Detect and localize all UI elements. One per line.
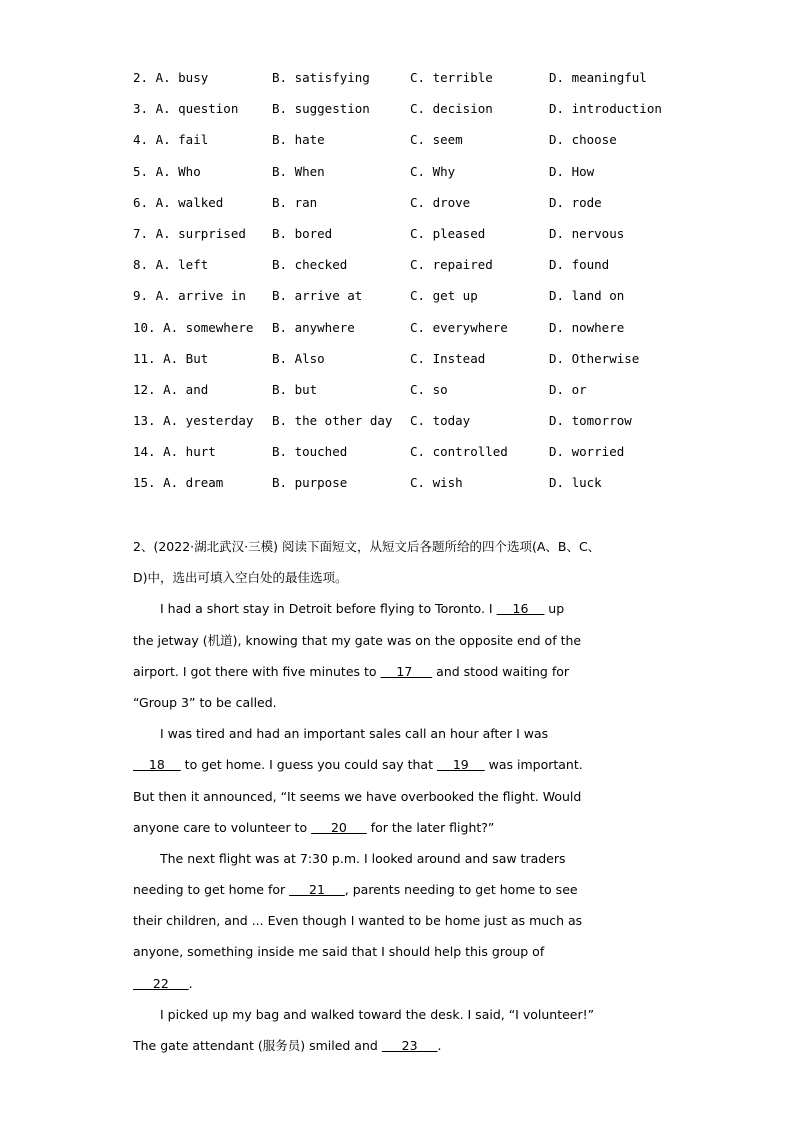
blank-22: 22 bbox=[133, 975, 189, 991]
passage-line bbox=[133, 812, 678, 843]
option-b: B. hate bbox=[272, 132, 325, 148]
passage-line bbox=[133, 593, 678, 624]
option-c: C. Why bbox=[410, 163, 456, 179]
option-a: 6. A. walked bbox=[133, 194, 224, 210]
option-d: D. luck bbox=[549, 475, 602, 491]
option-b: B. satisfying bbox=[272, 70, 370, 85]
option-d: D. Otherwise bbox=[549, 350, 640, 366]
option-b: B. purpose bbox=[272, 475, 348, 491]
option-d: D. choose bbox=[549, 132, 617, 148]
passage-line: I was tired and had an important sales call an hour after I was bbox=[160, 726, 549, 742]
blank-17: 17 bbox=[380, 663, 433, 679]
option-row bbox=[133, 467, 733, 498]
option-row bbox=[133, 156, 733, 187]
option-b: B. ran bbox=[272, 194, 318, 210]
option-a: 4. A. fail bbox=[133, 132, 209, 148]
option-b: B. the other day bbox=[272, 413, 393, 429]
option-b: B. When bbox=[272, 163, 325, 179]
text: to get home. I guess you could say that bbox=[180, 757, 437, 773]
blank-23: 23 bbox=[381, 1038, 438, 1053]
text: . bbox=[437, 1038, 442, 1053]
passage-line: the jetway (机道), knowing that my gate was on the opposite end of the bbox=[133, 632, 582, 648]
text: was important. bbox=[484, 757, 583, 773]
option-c: C. today bbox=[410, 413, 471, 429]
option-d: D. How bbox=[549, 163, 595, 179]
option-row bbox=[133, 374, 733, 405]
option-c: C. get up bbox=[410, 288, 478, 304]
option-row bbox=[133, 436, 733, 467]
option-b: B. arrive at bbox=[272, 288, 363, 304]
option-a: 15. A. dream bbox=[133, 475, 224, 491]
option-c: C. pleased bbox=[410, 225, 486, 241]
blank-19: 19 bbox=[436, 757, 485, 773]
option-a: 10. A. somewhere bbox=[133, 319, 254, 335]
option-d: D. introduction bbox=[549, 101, 662, 117]
option-a: 12. A. and bbox=[133, 381, 209, 397]
blank-18: 18 bbox=[133, 757, 181, 773]
option-row bbox=[133, 218, 733, 249]
option-b: B. anywhere bbox=[272, 319, 355, 335]
passage-line: But then it announced, “It seems we have overbooked the flight. Would bbox=[133, 788, 582, 804]
option-row bbox=[133, 93, 733, 124]
option-a: 3. A. question bbox=[133, 101, 239, 117]
option-c: C. controlled bbox=[410, 444, 508, 460]
passage-line bbox=[133, 1030, 678, 1061]
text: up bbox=[544, 601, 565, 617]
reading-passage bbox=[133, 531, 678, 1061]
option-a: 5. A. Who bbox=[133, 163, 201, 179]
passage-line: I picked up my bag and walked toward the desk. I said, “I volunteer!” bbox=[160, 1006, 595, 1022]
option-b: B. bored bbox=[272, 225, 333, 241]
option-b: B. checked bbox=[272, 257, 348, 273]
option-row bbox=[133, 249, 733, 280]
option-d: D. land on bbox=[549, 288, 625, 304]
text: and stood waiting for bbox=[432, 663, 570, 679]
option-row bbox=[133, 280, 733, 311]
option-a: 11. A. But bbox=[133, 350, 209, 366]
option-d: D. rode bbox=[549, 194, 602, 210]
option-d: D. found bbox=[549, 257, 610, 273]
text: for the later flight?” bbox=[366, 819, 495, 835]
text: needing to get home for bbox=[133, 882, 290, 898]
option-c: C. seem bbox=[410, 132, 463, 148]
option-d: D. nowhere bbox=[549, 319, 625, 335]
option-a: 9. A. arrive in bbox=[133, 288, 246, 304]
option-d: D. meaningful bbox=[549, 70, 647, 85]
option-c: C. wish bbox=[410, 475, 463, 491]
passage-line: their children, and ... Even though I wanted to be home just as much as bbox=[133, 913, 583, 929]
text: . bbox=[188, 975, 193, 991]
text: anyone care to volunteer to bbox=[133, 819, 312, 835]
option-c: C. so bbox=[410, 381, 448, 397]
option-c: C. repaired bbox=[410, 257, 493, 273]
option-c: C. decision bbox=[410, 101, 493, 117]
option-b: B. but bbox=[272, 381, 318, 397]
passage-line bbox=[133, 874, 678, 905]
passage-line: The next flight was at 7:30 p.m. I looked around and saw traders bbox=[160, 850, 566, 866]
text: I had a short stay in Detroit before flying to Toronto. I bbox=[160, 601, 497, 617]
option-row bbox=[133, 405, 733, 436]
option-d: D. worried bbox=[549, 444, 625, 460]
blank-21: 21 bbox=[289, 882, 345, 898]
text: airport. I got there with five minutes to bbox=[133, 663, 381, 679]
blank-16: 16 bbox=[496, 601, 545, 617]
option-row bbox=[133, 62, 733, 93]
option-d: D. or bbox=[549, 381, 587, 397]
text: The gate attendant (服务员) smiled and bbox=[133, 1038, 382, 1053]
option-a: 14. A. hurt bbox=[133, 444, 216, 460]
option-a: 7. A. surprised bbox=[133, 225, 246, 241]
option-row bbox=[133, 124, 733, 155]
option-c: C. drove bbox=[410, 194, 471, 210]
option-row bbox=[133, 187, 733, 218]
option-a: 13. A. yesterday bbox=[133, 413, 254, 429]
option-b: B. touched bbox=[272, 444, 348, 460]
option-c: C. terrible bbox=[410, 70, 493, 85]
passage-line bbox=[133, 749, 678, 780]
text: , parents needing to get home to see bbox=[344, 882, 578, 898]
option-b: B. suggestion bbox=[272, 101, 370, 117]
passage-line bbox=[133, 656, 678, 687]
passage-line: “Group 3” to be called. bbox=[133, 694, 277, 710]
option-a: 8. A. left bbox=[133, 257, 209, 273]
option-a: 2. A. busy bbox=[133, 70, 209, 85]
blank-20: 20 bbox=[311, 819, 367, 835]
option-row bbox=[133, 343, 733, 374]
passage-line bbox=[133, 968, 678, 999]
answer-options bbox=[133, 62, 733, 499]
option-row bbox=[133, 312, 733, 343]
option-c: C. everywhere bbox=[410, 319, 508, 335]
option-d: D. tomorrow bbox=[549, 413, 632, 429]
option-d: D. nervous bbox=[549, 225, 625, 241]
option-b: B. Also bbox=[272, 350, 325, 366]
question-heading: 2、(2022·湖北武汉·三模) 阅读下面短文，从短文后各题所给的四个选项(A、B、C、 bbox=[133, 539, 601, 554]
option-c: C. Instead bbox=[410, 350, 486, 366]
question-heading-cont: D)中，选出可填入空白处的最佳选项。 bbox=[133, 570, 348, 586]
passage-line: anyone, something inside me said that I should help this group of bbox=[133, 944, 545, 960]
